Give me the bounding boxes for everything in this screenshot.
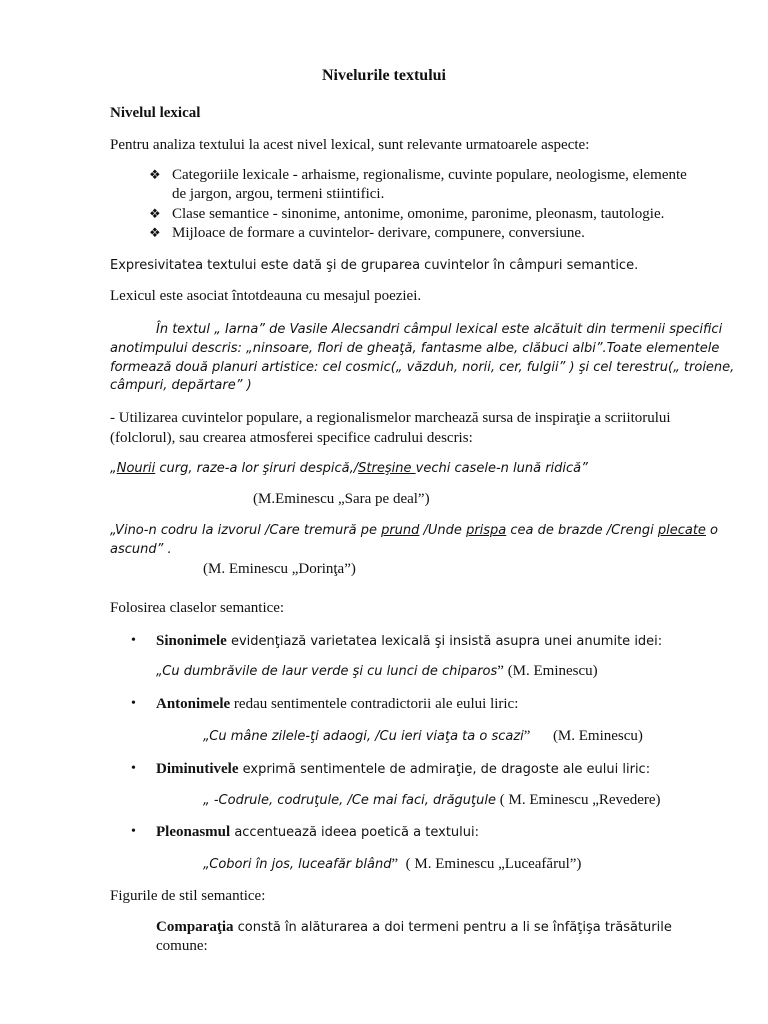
folosirea-heading: Folosirea claselor semantice: (110, 600, 285, 616)
antonimele-item (156, 694, 518, 714)
diminutivele-item (156, 759, 650, 780)
sinonimele-item (156, 631, 662, 652)
utilizarea-line: - Utilizarea cuvintelor populare, a regionalismelor marchează sursa de inspiraţie a scriitorului (110, 410, 671, 426)
term-description: accentuează ideea poetică a textului: (230, 825, 479, 840)
example-quote: „Cu mâne zilele-ţi adaogi, /Cu ieri viaţa ta o scazi (203, 729, 524, 744)
example-quote: „ -Codrule, codruţule, /Ce mai faci, drăguţule (203, 793, 496, 808)
expresivitate-paragraph: Expresivitatea textului este dată şi de gruparea cuvintelor în câmpuri semantice. (110, 258, 639, 273)
underlined-word: plecate (657, 523, 706, 538)
quote-text: curg, raze-a lor şiruri despică,/ (155, 461, 359, 476)
term-description: exprimă sentimentele de admiraţie, de dragoste ale eului liric: (238, 762, 651, 777)
term: Diminutivele (156, 761, 239, 777)
term: Pleonasmul (156, 824, 231, 840)
iarna-line: anotimpului descris: „ninsoare, flori de gheaţă, fantasme albe, clăbuci albi”.Toate elementele (110, 341, 720, 356)
antonimele-example (203, 726, 643, 747)
example-quote: „Cobori în jos, luceafăr blând (203, 857, 392, 872)
section-heading: Nivelul lexical (110, 105, 201, 121)
lexicul-paragraph: Lexicul este asociat întotdeauna cu mesajul poeziei. (110, 288, 422, 304)
bullet-dot-icon: • (131, 633, 136, 648)
page-title: Nivelurile textului (322, 67, 446, 84)
quote-text: cea de brazde /Crengi (506, 523, 658, 538)
quote-source: (M. Eminescu „Dorinţa”) (203, 561, 356, 577)
sinonimele-example (156, 661, 598, 682)
comparatia-continuation: comune: (156, 938, 208, 954)
quote-text: o (705, 523, 719, 538)
bullet-dot-icon: • (131, 761, 136, 776)
bullet-dot-icon: • (131, 824, 136, 839)
underlined-word: Streşine (358, 461, 416, 476)
list-item: Clase semantice - sinonime, antonime, omonime, paronime, pleonasm, tautologie. (172, 206, 665, 222)
iarna-line: formează două planuri artistice: cel cosmic(„ văzduh, norii, cer, fulgii” ) şi cel terestru(„ troiene, (110, 360, 735, 375)
term: Antonimele (156, 696, 231, 712)
example-source: ( M. Eminescu „Revedere) (495, 792, 661, 808)
term: Sinonimele (156, 633, 227, 649)
example-quote: „Cu dumbrăvile de laur verde şi cu lunci de chiparos (156, 664, 498, 679)
underlined-word: prund (381, 523, 420, 538)
quote-source: (M.Eminescu „Sara pe deal”) (253, 491, 430, 507)
underlined-word: prispa (466, 523, 507, 538)
pleonasmul-item (156, 822, 479, 843)
quote-dorinta (110, 521, 718, 541)
quote-sara-pe-deal (110, 459, 588, 479)
example-source: ” (M. Eminescu) (497, 663, 598, 679)
diamond-bullet-icon: ❖ (149, 167, 161, 182)
iarna-line: câmpuri, depărtare” ) (110, 378, 252, 393)
quote-open: „ (110, 461, 117, 476)
quote-text: „Vino-n codru la izvorul /Care tremură pe (110, 523, 382, 538)
iarna-line: În textul „ Iarna” de Vasile Alecsandri câmpul lexical este alcătuit din termenii specifici (156, 322, 723, 337)
term-description: evidenţiază varietatea lexicală şi insistă asupra unei anumite idei: (226, 634, 663, 649)
comparatia-item (156, 917, 672, 938)
pleonasmul-example (203, 854, 581, 875)
term: Comparaţia (156, 919, 234, 935)
list-item: Categoriile lexicale - arhaisme, regionalisme, cuvinte populare, neologisme, elemente (172, 167, 687, 183)
underlined-word: Nourii (116, 461, 156, 476)
quote-text: /Unde (419, 523, 467, 538)
quote-dorinta-line2: ascund” . (110, 542, 172, 557)
bullet-dot-icon: • (131, 696, 136, 711)
intro-paragraph: Pentru analiza textului la acest nivel lexical, sunt relevante urmatoarele aspecte: (110, 137, 590, 153)
list-item-continuation: de jargon, argou, termeni stiintifici. (172, 186, 385, 202)
term-description: constă în alăturarea a doi termeni pentru a li se înfăţişa trăsăturile (233, 920, 672, 935)
figurile-heading: Figurile de stil semantice: (110, 888, 266, 904)
quote-text: vechi casele-n lună ridică” (415, 461, 588, 476)
diminutivele-example (203, 790, 661, 811)
diamond-bullet-icon: ❖ (149, 225, 161, 240)
example-source: ” (M. Eminescu) (523, 728, 643, 744)
diamond-bullet-icon: ❖ (149, 206, 161, 221)
utilizarea-line: (folclorul), sau crearea atmosferei specifice cadrului descris: (110, 430, 473, 446)
example-source: ” ( M. Eminescu „Luceafărul”) (391, 856, 582, 872)
term-description: redau sentimentele contradictorii ale eului liric: (230, 696, 519, 712)
list-item: Mijloace de formare a cuvintelor- derivare, compunere, conversiune. (172, 225, 585, 241)
